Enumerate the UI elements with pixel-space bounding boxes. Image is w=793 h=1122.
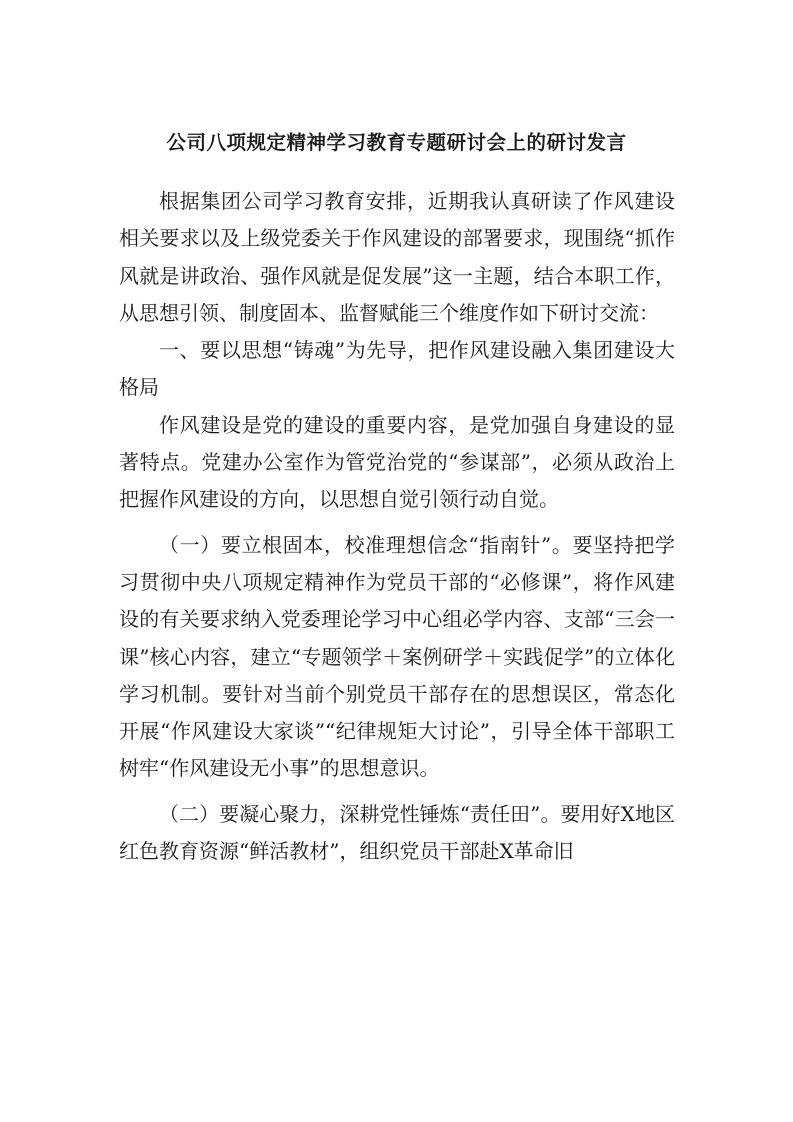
document-body: [119, 183, 675, 870]
paragraph-point-one: （一）要立根固本，校准理想信念“指南针”。要坚持把学习贯彻中央八项规定精神作为党员干部的“必修课”，将作风建设的有关要求纳入党委理论学习中心组必学内容、支部“三会一课”核心内容，建立“专题领学＋案例研学＋实践促学”的立体化学习机制。要针对当前个别党员干部存在的思想误区，常态化开展“作风建设大家谈”“纪律规矩大讨论”，引导全体干部职工树牢“作风建设无小事”的思想意识。: [119, 532, 675, 781]
document-title: 公司八项规定精神学习教育专题研讨会上的研讨发言: [166, 131, 627, 154]
paragraph-intro: 根据集团公司学习教育安排，近期我认真研读了作风建设相关要求以及上级党委关于作风建设的部署要求，现围绕“抓作风就是讲政治、强作风就是促发展”这一主题，结合本职工作，从思想引领、制度固本、监督赋能三个维度作如下研讨交流：: [119, 189, 675, 325]
paragraph-point-two: （二）要凝心聚力，深耕党性锤炼“责任田”。要用好X地区红色教育资源“鲜活教材”，组织党员干部赴X革命旧: [119, 801, 675, 864]
paragraph-section-one-intro: 作风建设是党的建设的重要内容，是党加强自身建设的显著特点。党建办公室作为管党治党的“参谋部”，必须从政治上把握作风建设的方向，以思想自觉引领行动自觉。: [119, 412, 675, 512]
section-heading-one: 一、要以思想“铸魂”为先导，把作风建设融入集团建设大格局: [119, 338, 675, 400]
